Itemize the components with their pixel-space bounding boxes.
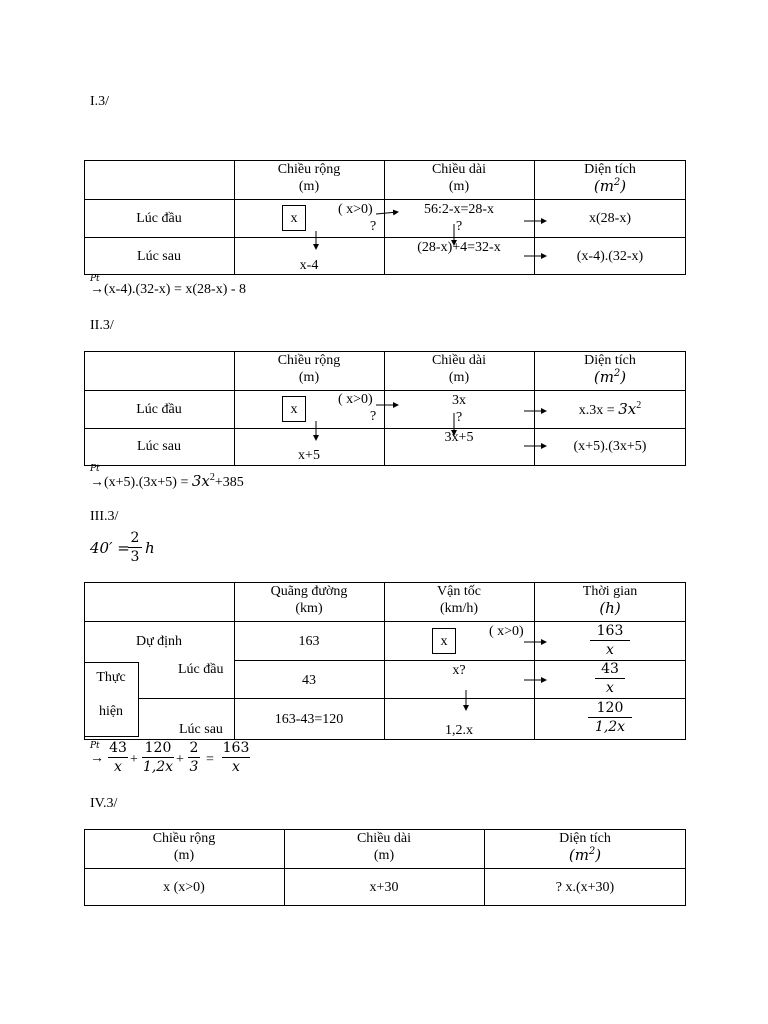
header-length: Chiều dài (m) bbox=[431, 353, 487, 385]
equation-3-term: 2 3 bbox=[189, 740, 199, 775]
width-after: x+5 bbox=[298, 448, 320, 463]
header-time: Thời gian (h) bbox=[582, 584, 638, 617]
time-after: 120 1,2x bbox=[588, 700, 632, 735]
equation-3-op: = bbox=[206, 752, 214, 767]
length-value: x+30 bbox=[369, 880, 399, 895]
row-label-actual: Thực bbox=[96, 670, 126, 685]
header-distance: Quãng đường (km) bbox=[270, 584, 348, 616]
distance-start: 43 bbox=[302, 673, 316, 688]
equation-3-term: 163 x bbox=[222, 740, 250, 775]
header-width: Chiều rộng (m) bbox=[277, 162, 341, 194]
header-area: Diện tích $(m^2)$ bbox=[584, 162, 636, 195]
row-label-actual: hiện bbox=[98, 704, 124, 719]
width-after: x-4 bbox=[299, 258, 319, 273]
area-start: $x.3x = 3x^2$ bbox=[578, 400, 642, 418]
length-after: 3x+5 bbox=[444, 430, 474, 445]
distance-plan: 163 bbox=[298, 634, 320, 649]
time-start: 43 x bbox=[595, 661, 625, 696]
question-mark: ? bbox=[370, 409, 377, 424]
speed-after: 1,2.x bbox=[445, 723, 473, 738]
section-heading-2: II.3/ bbox=[90, 318, 114, 333]
variable-x: x bbox=[290, 402, 298, 417]
equation-2: $\to(x+5).(3x+5) = 3x^2+385$ bbox=[90, 472, 244, 490]
row-label-after: Lúc sau bbox=[137, 439, 181, 454]
question-mark: ? bbox=[456, 410, 463, 425]
condition: ( x>0) bbox=[489, 624, 524, 639]
equation-3-term: 43 x bbox=[109, 740, 127, 775]
variable-x: x bbox=[290, 211, 298, 226]
area-after: (x+5).(3x+5) bbox=[573, 439, 647, 454]
condition: ( x>0) bbox=[338, 392, 373, 407]
question-mark: ? bbox=[370, 219, 377, 234]
time-plan: 163 x bbox=[590, 623, 630, 658]
pt-label: Pt bbox=[90, 274, 100, 284]
time-conversion-fraction: 2 3 bbox=[128, 530, 142, 565]
section-heading-3: III.3/ bbox=[90, 509, 119, 524]
row-label-after: Lúc sau bbox=[137, 249, 181, 264]
equation-3-term: 120 1,2x bbox=[142, 740, 174, 775]
area-value: ? x.(x+30) bbox=[555, 880, 615, 895]
time-conversion: 40′ = bbox=[90, 539, 130, 557]
header-speed: Vận tốc (km/h) bbox=[437, 584, 481, 616]
equation-1: →(x-4).(32-x) = x(28-x) - 8 bbox=[90, 282, 247, 297]
header-length: Chiều dài (m) bbox=[431, 162, 487, 194]
equation-3-op: + bbox=[130, 752, 138, 767]
header-width: Chiều rộng (m) bbox=[277, 353, 341, 385]
header-area: Diện tích $(m^2)$ bbox=[559, 831, 611, 864]
variable-x: x bbox=[440, 634, 448, 649]
length-start: 3x bbox=[452, 393, 466, 408]
pt-label: Pt bbox=[90, 741, 100, 751]
row-label-start: Lúc đầu bbox=[136, 402, 182, 417]
section-heading-1: I.3/ bbox=[90, 94, 110, 109]
header-width: Chiều rộng (m) bbox=[152, 831, 216, 863]
header-area: Diện tích $(m^2)$ bbox=[584, 353, 636, 386]
length-after: (28-x)+4=32-x bbox=[417, 240, 501, 255]
table-4-rule bbox=[84, 868, 686, 869]
distance-after: 163-43=120 bbox=[274, 712, 344, 727]
condition: ( x>0) bbox=[338, 202, 373, 217]
area-start: x(28-x) bbox=[589, 211, 631, 226]
row-label-after: Lúc sau bbox=[179, 722, 223, 737]
equation-arrow: → bbox=[90, 751, 104, 766]
length-start: 56:2-x=28-x bbox=[423, 202, 495, 217]
row-label-start: Lúc đầu bbox=[136, 211, 182, 226]
section-heading-4: IV.3/ bbox=[90, 796, 118, 811]
width-value: x (x>0) bbox=[163, 880, 205, 895]
question-mark: ? bbox=[456, 219, 463, 234]
speed-start: x? bbox=[452, 663, 466, 678]
row-label-start: Lúc đầu bbox=[178, 662, 224, 677]
time-conversion-unit: h bbox=[145, 539, 155, 557]
pt-label: Pt bbox=[90, 464, 100, 474]
row-label-plan: Dự định bbox=[135, 634, 183, 649]
area-after: (x-4).(32-x) bbox=[576, 249, 644, 264]
header-length: Chiều dài (m) bbox=[356, 831, 412, 863]
equation-3-op: + bbox=[176, 752, 184, 767]
